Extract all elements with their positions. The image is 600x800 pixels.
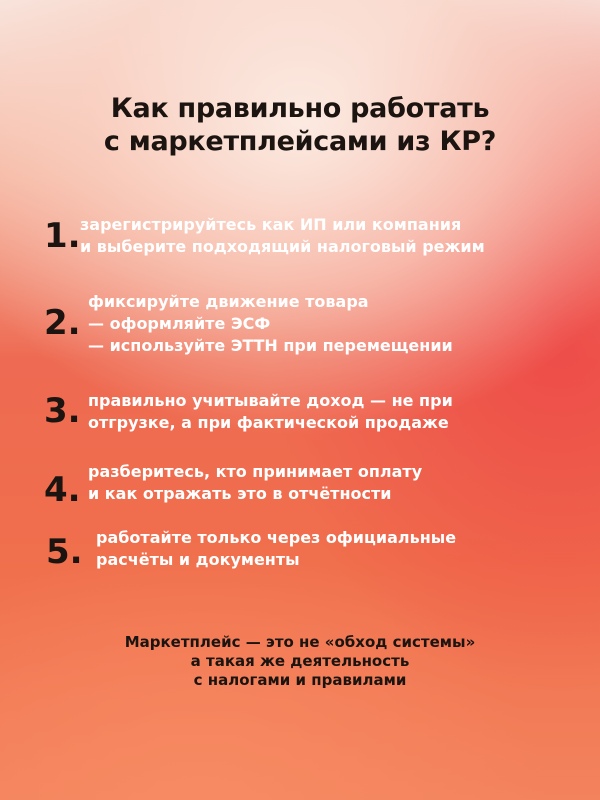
item-number: 5. — [46, 532, 83, 572]
item-number: 3. — [44, 391, 81, 431]
item-number: 1. — [44, 216, 81, 256]
item-text — [96, 527, 456, 571]
footer-line-2: а такая же деятельность — [190, 652, 410, 670]
item-text — [88, 291, 453, 357]
title-line-2: с маркетплейсами из КР? — [103, 126, 497, 157]
item-text-line: отгрузке, а при фактической продаже — [88, 413, 449, 432]
item-text — [88, 461, 422, 505]
item-text-line: — оформляйте ЭСФ — [88, 314, 271, 333]
item-text-line: фиксируйте движение товара — [88, 292, 369, 311]
item-text-line: — используйте ЭТТН при перемещении — [88, 336, 453, 355]
title-line-1: Как правильно работать — [110, 93, 490, 124]
item-text-line: правильно учитывайте доход — не при — [88, 391, 453, 410]
item-text-line: разберитесь, кто принимает оплату — [88, 462, 423, 481]
item-number: 4. — [44, 470, 81, 510]
footer-line-3: с налогами и правилами — [193, 671, 407, 689]
item-number: 2. — [44, 303, 81, 343]
item-text-line: и как отражать это в отчётности — [88, 484, 392, 503]
footer-line-1: Маркетплейс — это не «обход системы» — [124, 633, 476, 651]
item-text — [80, 214, 485, 258]
item-text-line: расчёты и документы — [96, 550, 300, 569]
footer-note — [0, 633, 600, 690]
page-title — [0, 92, 600, 158]
item-text-line: и выберите подходящий налоговый режим — [80, 237, 485, 256]
item-text — [88, 390, 453, 434]
item-text-line: зарегистрируйтесь как ИП или компания — [80, 215, 462, 234]
item-text-line: работайте только через официальные — [96, 528, 457, 547]
